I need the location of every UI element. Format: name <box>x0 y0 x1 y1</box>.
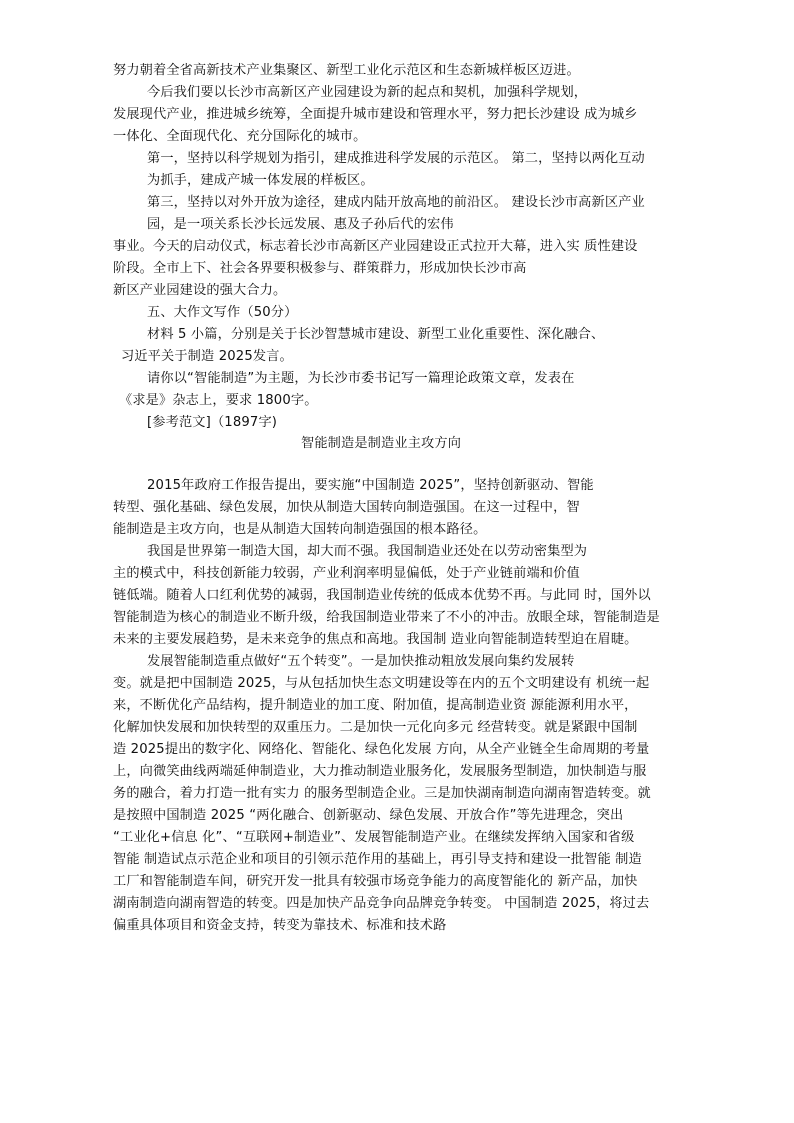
text-line: 事业。今天的启动仪式，标志着长沙市高新区产业园建设正式拉开大幕，进入实 质性建设 <box>113 239 638 254</box>
essay-line: 造 2025提出的数字化、网络化、智能化、绿色化发展 方向，从全产业链全生命周期的考量 <box>113 742 650 757</box>
section-heading: 五、大作文写作（50分） <box>147 305 298 320</box>
text-line: 努力朝着全省高新技术产业集聚区、新型工业化示范区和生态新城样板区迈进。 <box>113 63 580 78</box>
text-line: 园，是一项关系长沙长远发展、惠及子孙后代的宏伟 <box>147 217 454 232</box>
essay-line: 湖南制造向湖南智造的转变。四是加快产品竞争向品牌竞争转变。 中国制造 2025，将过去 <box>113 896 650 911</box>
essay-line: 链低端。随着人口红利优势的减弱，我国制造业传统的低成本优势不再。与此同 时，国外以 <box>113 588 651 603</box>
text-line: 为抓手，建成产城一体发展的样板区。 <box>147 173 374 188</box>
text-line: [参考范文]（1897字) <box>147 415 278 430</box>
essay-line: 是按照中国制造 2025 “两化融合、创新驱动、绿色发展、开放合作”等先进理念，突出 <box>113 808 624 823</box>
essay-line: 发展智能制造重点做好“五个转变”。一是加快推动粗放发展向集约发展转 <box>147 654 575 669</box>
essay-line: “工业化+信息 化”、“互联网+制造业”、发展智能制造产业。在继续发挥纳入国家和省级 <box>113 830 635 845</box>
essay-line: 务的融合，着力打造一批有实力 的服务型制造企业。三是加快湖南制造向湖南智造转变。就 <box>113 786 651 801</box>
text-line: 习近平关于制造 2025发言。 <box>121 349 293 364</box>
essay-line: 上，向微笑曲线两端延伸制造业，大力推动制造业服务化，发展服务型制造，加快制造与服 <box>113 764 647 779</box>
text-line: 第三，坚持以对外开放为途径，建成内陆开放高地的前沿区。 建设长沙市高新区产业 <box>147 195 645 210</box>
essay-line: 智能制造为核心的制造业不断升级，给我国制造业带来了不小的冲击。放眼全球，智能制造是 <box>113 610 660 625</box>
text-line: 今后我们要以长沙市高新区产业园建设为新的起点和契机，加强科学规划， <box>147 85 588 100</box>
text-line: 新区产业园建设的强大合力。 <box>113 283 287 298</box>
essay-line: 工厂和智能制造车间，研究开发一批具有较强市场竞争能力的高度智能化的 新产品，加快 <box>113 874 638 889</box>
text-line: 材料 5 小篇，分别是关于长沙智慧城市建设、新型工业化重要性、深化融合、 <box>147 327 605 342</box>
essay-line: 化解加快发展和加快转型的双重压力。二是加快一元化向多元 经营转变。就是紧跟中国制 <box>113 720 638 735</box>
essay-line: 来，不断优化产品结构，提升制造业的加工度、附加值，提高制造业资 源能源利用水平， <box>113 698 638 713</box>
text-line: 请你以“智能制造”为主题，为长沙市委书记写一篇理论政策文章，发表在 <box>147 371 575 386</box>
text-line: 阶段。全市上下、社会各界要积极参与、群策群力，形成加快长沙市高 <box>113 261 527 276</box>
essay-line: 偏重具体项目和资金支持，转变为靠技术、标准和技术路 <box>113 918 447 933</box>
essay-line: 智能 制造试点示范企业和项目的引领示范作用的基础上，再引导支持和建设一批智能 制造 <box>113 852 642 867</box>
essay-line: 转型、强化基础、绿色发展，加快从制造大国转向制造强国。在这一过程中，智 <box>113 500 580 515</box>
text-line: 发展现代产业，推进城乡统筹，全面提升城市建设和管理水平，努力把长沙建设 成为城乡 <box>113 107 638 122</box>
essay-line: 2015年政府工作报告提出，要实施“中国制造 2025”，坚持创新驱动、智能 <box>147 478 594 493</box>
text-line: 《求是》杂志上，要求 1800字。 <box>119 393 318 408</box>
essay-line: 未来的主要发展趋势，是未来竞争的焦点和高地。我国制 造业向智能制造转型迫在眉睫。 <box>113 632 638 647</box>
essay-line: 我国是世界第一制造大国，却大而不强。我国制造业还处在以劳动密集型为 <box>147 544 588 559</box>
essay-line: 能制造是主攻方向，也是从制造大国转向制造强国的根本路径。 <box>113 522 487 537</box>
essay-line: 变。就是把中国制造 2025，与从包括加快生态文明建设等在内的五个文明建设有 机统一起 <box>113 676 650 691</box>
text-line: 一体化、全面现代化、充分国际化的城市。 <box>113 129 367 144</box>
essay-title: 智能制造是制造业主攻方向 <box>301 436 462 451</box>
text-line: 第一，坚持以科学规划为指引，建成推进科学发展的示范区。 第二，坚持以两化互动 <box>147 151 645 166</box>
essay-line: 主的模式中，科技创新能力较弱，产业利润率明显偏低，处于产业链前端和价值 <box>113 566 580 581</box>
